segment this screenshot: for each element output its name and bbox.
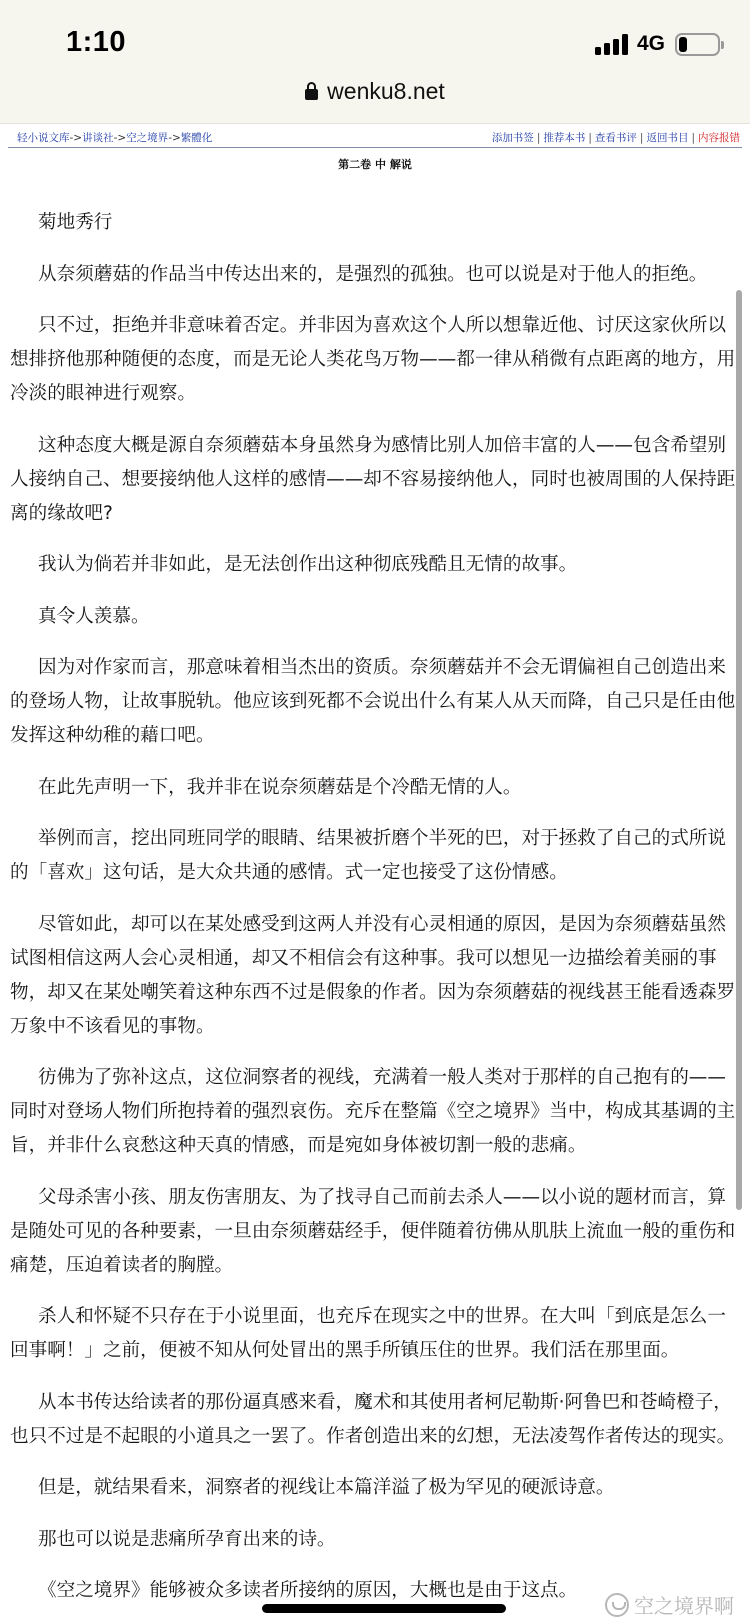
watermark: [605, 1590, 734, 1619]
report-error-link[interactable]: 内容报错: [698, 132, 740, 144]
paragraph: 我认为倘若并非如此，是无法创作出这种彻底残酷且无情的故事。: [38, 554, 578, 575]
paragraph: 真令人羡慕。: [38, 605, 150, 627]
network-type: 4G: [636, 32, 665, 55]
action-separator: |: [639, 132, 644, 144]
breadcrumb-publisher[interactable]: 讲谈社: [82, 132, 114, 144]
address-bar[interactable]: [0, 78, 750, 105]
breadcrumb-separator: ->: [113, 132, 127, 144]
battery-icon: [675, 33, 720, 56]
breadcrumb-separator: ->: [168, 132, 181, 144]
action-separator: |: [691, 132, 695, 144]
watermark-text: 空之境界啊: [634, 1594, 734, 1618]
status-time: 1:10: [66, 26, 127, 58]
paragraph: 但是，就结果看来，洞察者的视线让本篇洋溢了极为罕见的硬派诗意。: [38, 1477, 615, 1498]
paragraph: 父母杀害小孩、朋友伤害朋友、为了找寻自己而前去杀人——以小说的题材而言，算是随处可见的各种要素，一旦由奈须蘑菇经手，便伴随着彷佛从肌肤上流血一般的重伤和痛楚，压迫着读者的胸膛。: [10, 1186, 736, 1276]
url-text: wenku8.net: [327, 78, 445, 104]
paragraph: 在此先声明一下，我并非在说奈须蘑菇是个冷酷无情的人。: [38, 776, 522, 798]
chapter-title: 第二卷 中 解说: [338, 158, 412, 171]
paragraph: 那也可以说是悲痛所孕育出来的诗。: [38, 1528, 336, 1550]
status-indicators: [595, 32, 720, 56]
chapter-content: [10, 206, 738, 1624]
paragraph: 这种态度大概是源自奈须蘑菇本身虽然身为感情比别人加倍丰富的人——包含希望别人接纳自己、想要接纳他人这样的感情——却不容易接纳他人，同时也被周围的人保持距离的缘故吧?: [10, 434, 736, 524]
traditional-chinese-link[interactable]: 繁體化: [180, 132, 213, 144]
lock-icon: [305, 82, 318, 100]
paragraph: 举例而言，挖出同班同学的眼睛、结果被折磨个半死的巴，对于拯救了自己的式所说的「喜欢」这句话，是大众共通的感情。式一定也接受了这份情感。: [10, 828, 726, 883]
paragraph: 从奈须蘑菇的作品当中传达出来的，是强烈的孤独。也可以说是对于他人的拒绝。: [38, 263, 708, 285]
home-indicator[interactable]: [262, 1604, 506, 1613]
view-reviews-link[interactable]: 查看书评: [594, 132, 637, 144]
paragraph: 从本书传达给读者的那份逼真感来看，魔术和其使用者柯尼勒斯·阿鲁巴和苍崎橙子，也只不过是不起眼的小道具之一罢了。作者创造出来的幻想，无法凌驾作者传达的现实。: [10, 1391, 736, 1447]
paragraph: 因为对作家而言，那意味着相当杰出的资质。奈须蘑菇并不会无谓偏袒自己创造出来的登场人物，让故事脱轨。他应该到死都不会说出什么有某人从天而降，自己只是任由他发挥这种幼稚的藉口吧。: [10, 657, 736, 746]
site-nav: [8, 128, 742, 148]
paragraph: 《空之境界》能够被众多读者所接纳的原因，大概也是由于这点。: [38, 1580, 578, 1601]
paragraph: 只不过，拒绝并非意味着否定。并非因为喜欢这个人所以想靠近他、讨厌这家伙所以想排挤他那种随便的态度，而是无论人类花鸟万物——都一律从稍微有点距离的地方，用冷淡的眼神进行观察。: [10, 315, 736, 404]
breadcrumb-book[interactable]: 空之境界: [126, 132, 169, 144]
action-separator: |: [536, 132, 541, 144]
cellular-signal-icon: [595, 33, 628, 55]
breadcrumb-library[interactable]: 轻小说文库: [17, 132, 70, 144]
breadcrumb-separator: ->: [69, 132, 83, 144]
nav-actions: [492, 128, 740, 148]
paragraph: 彷佛为了弥补这点，这位洞察者的视线，充满着一般人类对于那样的自己抱有的——同时对登场人物们所抱持着的强烈哀伤。充斥在整篇《空之境界》当中，构成其基调的主旨，并非什么哀愁这种天真的情感，而是宛如身体被切割一般的悲痛。: [10, 1067, 736, 1156]
paragraph: 杀人和怀疑不只存在于小说里面，也充斥在现实之中的世界。在大叫「到底是怎么一回事啊！」之前，便被不知从何处冒出的黑手所镇压住的世界。我们活在那里面。: [10, 1306, 726, 1361]
scroll-indicator[interactable]: [736, 290, 742, 1210]
action-separator: |: [588, 132, 592, 144]
back-to-toc-link[interactable]: 返回书目: [646, 132, 689, 144]
breadcrumb: [17, 128, 212, 148]
recommend-book-link[interactable]: 推荐本书: [543, 132, 586, 144]
add-bookmark-link[interactable]: 添加书签: [491, 132, 534, 144]
paragraph: 菊地秀行: [38, 212, 113, 233]
watermark-logo-icon: [605, 1593, 629, 1617]
browser-chrome: [0, 0, 750, 124]
paragraph: 尽管如此，却可以在某处感受到这两人并没有心灵相通的原因，是因为奈须蘑菇虽然试图相信这两人会心灵相通，却又不相信会有这种事。我可以想见一边描绘着美丽的事物，却又在某处嘲笑着这种东西不过是假象的作者。因为奈须蘑菇的视线甚王能看透森罗万象中不该看见的事物。: [10, 913, 736, 1037]
